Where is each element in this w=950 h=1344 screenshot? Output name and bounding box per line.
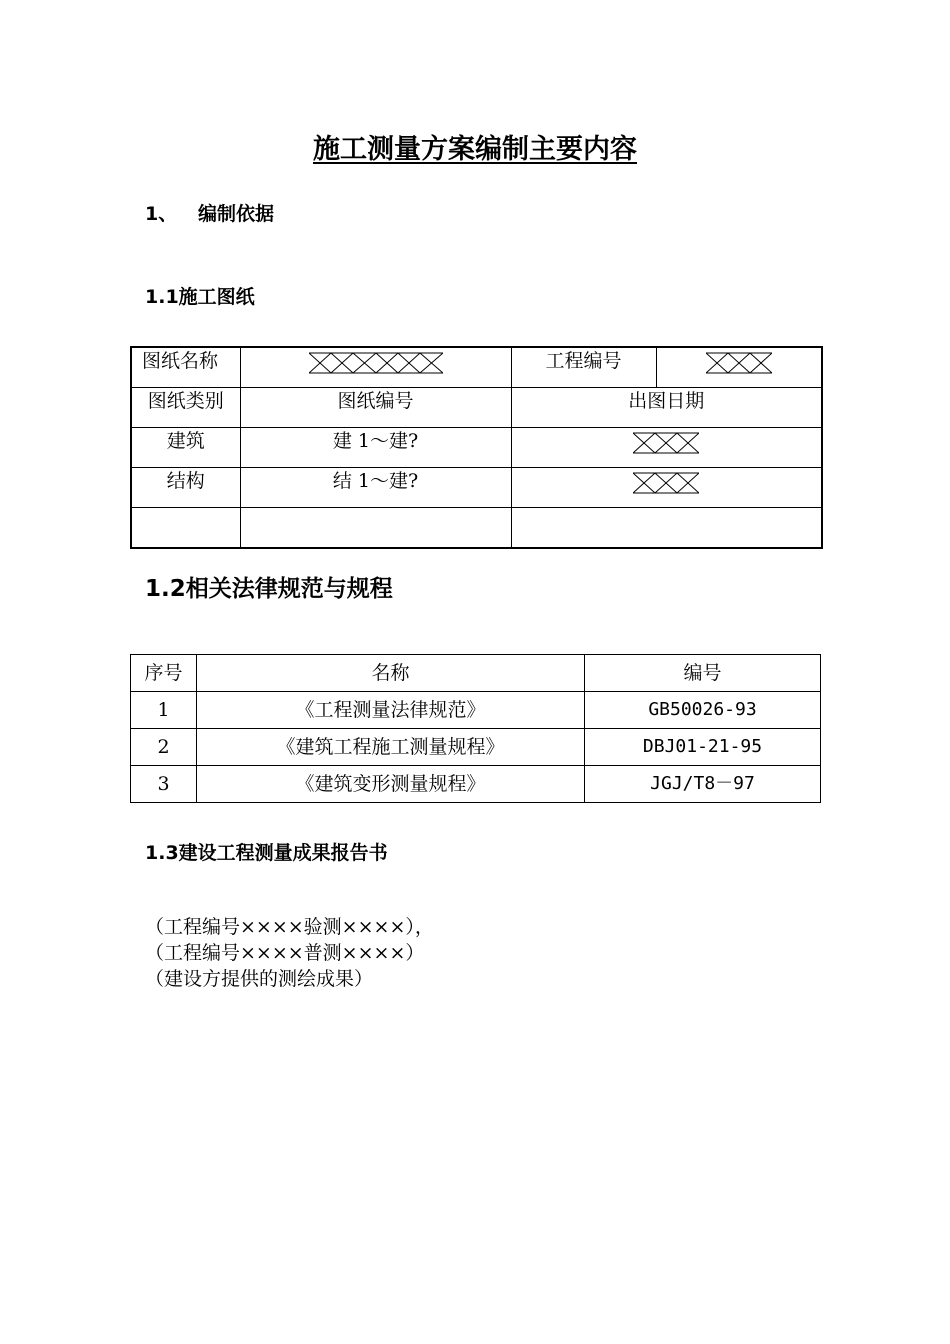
header-name: 名称 [197,655,585,692]
table-row [131,655,821,692]
crossed-box-mark [633,472,699,494]
drawing-name-value [240,347,511,388]
cell-seq: 3 [131,766,197,803]
section-label: 编制依据 [198,203,275,225]
crossed-box-mark [633,432,699,454]
header-category: 图纸类别 [131,388,240,428]
cell-code: DBJ01-21-95 [585,729,821,766]
cell-date [511,468,822,508]
table-row [131,692,821,729]
project-no-value [656,347,822,388]
crossed-box-mark [706,352,772,374]
table-row [131,766,821,803]
list-item: （工程编号××××普测××××） [145,942,425,964]
results-list [145,914,434,992]
drawings-table [130,346,823,549]
section-number: 1、 [145,203,178,225]
list-item: （建设方提供的测绘成果） [145,968,374,990]
table-row [131,468,822,508]
header-seq: 序号 [131,655,197,692]
cell-category: 建筑 [131,428,240,468]
cell-number: 结 1～建? [240,468,511,508]
cell-code: GB50026-93 [585,692,821,729]
header-number: 图纸编号 [240,388,511,428]
page-title-text: 施工测量方案编制主要内容 [313,134,637,165]
list-item: （工程编号××××验测××××）， [145,916,434,938]
section-heading [145,201,274,227]
crossed-box-mark [309,352,443,374]
cell-seq: 1 [131,692,197,729]
table-row [131,428,822,468]
empty-cell [240,508,511,549]
table-row [131,388,822,428]
cell-date [511,428,822,468]
empty-cell [511,508,822,549]
cell-category: 结构 [131,468,240,508]
drawing-name-label: 图纸名称 [131,347,240,388]
cell-name: 《工程测量法律规范》 [197,692,585,729]
table-row [131,347,822,388]
cell-number: 建 1～建? [240,428,511,468]
cell-code: JGJ/T8－97 [585,766,821,803]
cell-name: 《建筑变形测量规程》 [197,766,585,803]
subsection-heading-drawings: 1.1施工图纸 [145,286,255,308]
table-row [131,508,822,549]
empty-cell [131,508,240,549]
page-title [0,130,950,170]
table-row [131,729,821,766]
project-no-label: 工程编号 [511,347,656,388]
header-code: 编号 [585,655,821,692]
header-date: 出图日期 [511,388,822,428]
subsection-heading-regulations: 1.2相关法律规范与规程 [145,576,393,602]
subsection-heading-results: 1.3建设工程测量成果报告书 [145,842,388,864]
regulations-table [130,654,821,803]
cell-name: 《建筑工程施工测量规程》 [197,729,585,766]
cell-seq: 2 [131,729,197,766]
